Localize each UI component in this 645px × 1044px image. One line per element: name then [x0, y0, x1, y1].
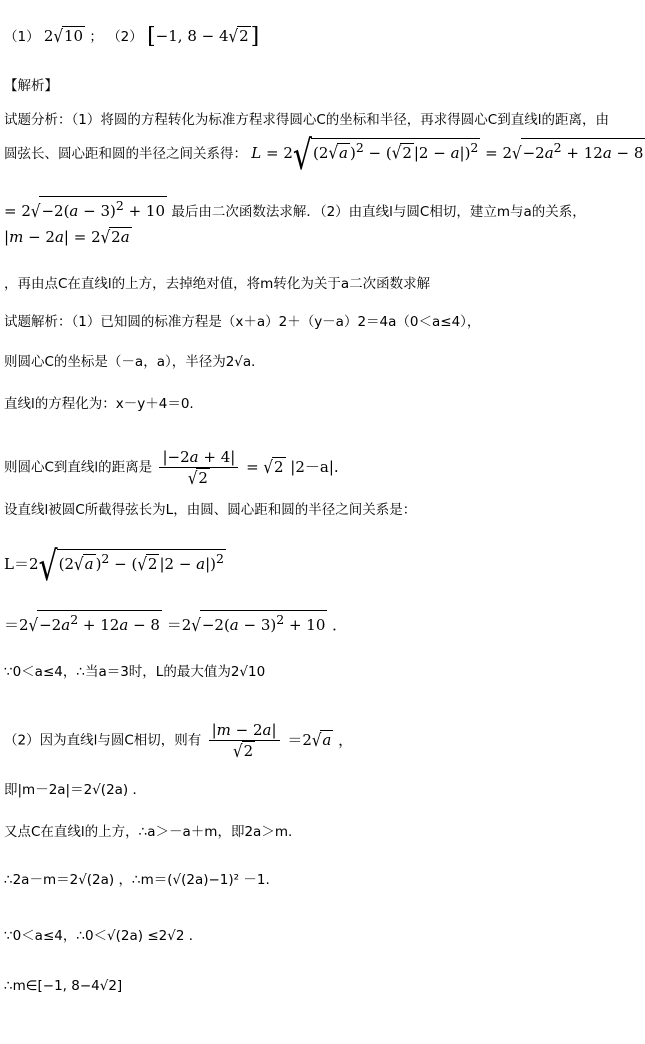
- solution-line-8: ∵0＜a≤4，∴当a＝3时，L的最大值为2√10: [4, 664, 266, 680]
- analysis-line-3-text: 最后由二次函数法求解．（2）由直线l与圆C相切，建立m与a的关系，: [171, 204, 586, 220]
- answer-line: [4, 26, 259, 47]
- solution-line-7-formula: $=2√-2a^2 + 12a - 8 =2√-2(a - 3)^2 + 10$ ．: [4, 612, 348, 636]
- solution-line-5: 设直线l被圆C所截得弦长为L，由圆、圆心距和圆的半径之间关系是：: [4, 502, 417, 518]
- analysis-line-2: [4, 132, 645, 180]
- solution-line-9-text: （2）因为直线l与圆C相切，则有: [4, 732, 202, 749]
- analysis-line-4: [4, 227, 132, 248]
- answer-part2-label: （2）: [107, 29, 143, 45]
- analysis-line-1: 试题分析：（1）将圆的方程转化为标准方程求得圆心C的坐标和半径，再求得圆心C到直线l的距离，由: [4, 112, 609, 128]
- answer-part2-formula: [−1, 8 − 4√2]: [147, 24, 260, 49]
- solution-line-7: [4, 610, 347, 636]
- solution-line-4-formula: $\frac{|-2a + 4|}{√2}$ = √2 |2－a|.: [156, 458, 338, 476]
- solution-line-1: 试题解析：（1）已知圆的标准方程是（x＋a）2＋（y－a）2＝4a（0＜a≤4），: [4, 314, 481, 330]
- analysis-line-2-text: 圆弦长、圆心距和圆的半径之间关系得：: [4, 146, 247, 162]
- solution-line-12: ∴2a－m＝2√(2a) ，∴m＝(√(2a)−1)² －1.: [4, 872, 270, 888]
- analysis-line-4-formula: |m − 2a| = 2√2a: [4, 226, 130, 248]
- answer-separator: ；: [89, 29, 103, 45]
- answer-part1-label: （1）: [4, 29, 40, 45]
- answer-part1-formula: 2√10: [43, 25, 84, 47]
- analysis-line-5: ，再由点C在直线l的上方，去掉绝对值，将m转化为关于a二次函数求解: [4, 276, 431, 292]
- solution-line-9-formula: $\frac{|m - 2a|}{√2}$ ＝2√a ，: [206, 731, 354, 749]
- solution-line-6: [4, 543, 226, 591]
- solution-line-4: [4, 447, 339, 488]
- solution-line-14: ∴m∈[−1, 8−4√2]: [4, 978, 123, 994]
- solution-line-9: [4, 720, 353, 761]
- analysis-line-2-formula: L = 2√(2√a )$^2$ − (√2 $|2 - a|)^2 = 2√-2a^2 + 12a - 8$: [251, 132, 644, 180]
- solution-line-10: 即|m－2a|＝2√(2a) ．: [4, 782, 146, 798]
- analysis-line-3: [4, 196, 586, 222]
- solution-line-11: 又点C在直线l的上方，∴a＞－a＋m，即2a＞m.: [4, 824, 293, 840]
- analysis-line-3-formula: = $2√-2(a - 3)^2 + 10$: [4, 198, 166, 222]
- solution-line-4-text: 则圆心C到直线l的距离是: [4, 459, 153, 476]
- solution-line-13: ∵0＜a≤4，∴0＜√(2a) ≤2√2 ．: [4, 928, 203, 944]
- analysis-header: 【解析】: [4, 78, 58, 94]
- solution-line-3: 直线l的方程化为：x－y＋4＝0.: [4, 396, 194, 412]
- solution-line-6-formula: L＝2√(2√a )$^2$ − (√2 |2 − a|)$^2$: [4, 543, 224, 591]
- solution-line-2: 则圆心C的坐标是（－a，a），半径为2√a．: [4, 354, 265, 370]
